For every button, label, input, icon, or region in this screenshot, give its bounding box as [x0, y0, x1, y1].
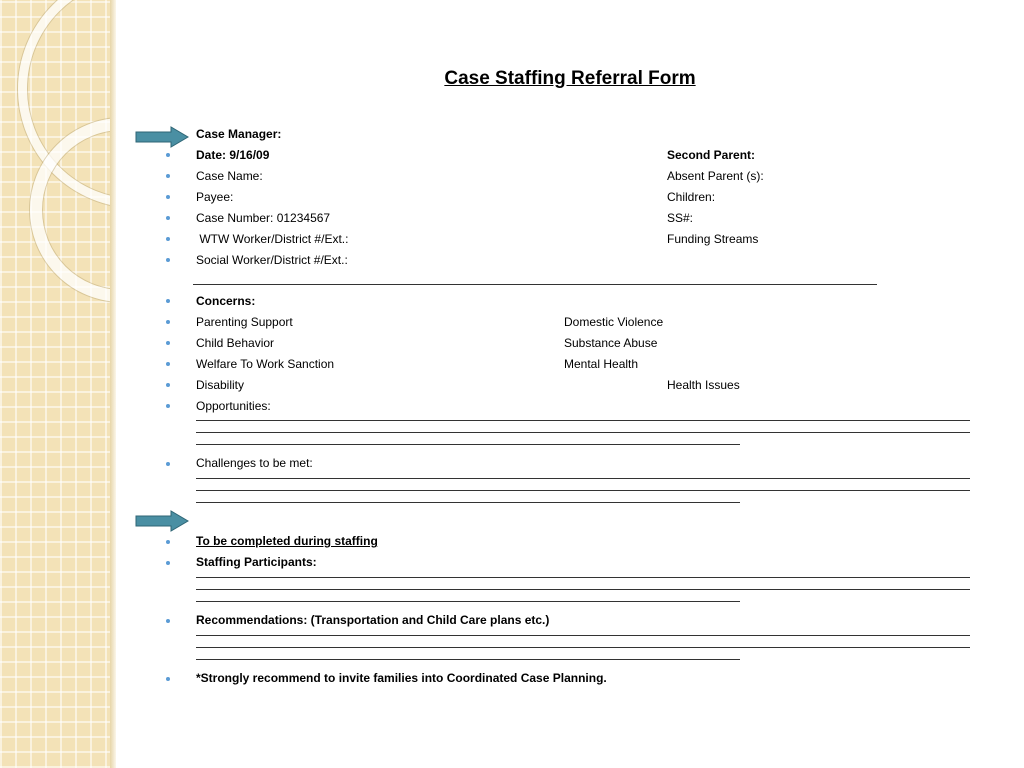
bullet-icon	[166, 174, 170, 178]
write-in-line[interactable]	[196, 432, 970, 433]
bullet-icon	[166, 540, 170, 544]
bullet-icon	[166, 362, 170, 366]
decorative-side-panel	[0, 0, 113, 768]
write-in-line[interactable]	[196, 502, 740, 503]
funding-streams-label: Funding Streams	[667, 232, 759, 246]
second-parent-label: Second Parent:	[667, 148, 756, 162]
bullet-icon	[166, 404, 170, 408]
bullet-icon	[166, 195, 170, 199]
bullet-icon	[166, 320, 170, 324]
date-label: Date: 9/16/09	[196, 148, 270, 162]
opportunities-label: Opportunities:	[196, 399, 271, 413]
form-title: Case Staffing Referral Form	[444, 68, 696, 89]
bullet-icon	[166, 619, 170, 623]
staffing-participants-label: Staffing Participants:	[196, 555, 317, 569]
social-worker-label: Social Worker/District #/Ext.:	[196, 253, 348, 267]
write-in-line[interactable]	[196, 647, 970, 648]
write-in-line[interactable]	[196, 659, 740, 660]
write-in-line[interactable]	[196, 420, 970, 421]
concern-item: Substance Abuse	[564, 336, 658, 350]
bullet-icon	[166, 299, 170, 303]
concern-item: Mental Health	[564, 357, 639, 371]
bullet-icon	[166, 462, 170, 466]
bullet-icon	[166, 153, 170, 157]
bullet-icon	[166, 341, 170, 345]
case-number-label: Case Number: 01234567	[196, 211, 331, 225]
bullet-icon	[166, 258, 170, 262]
children-label: Children:	[667, 190, 716, 204]
bullet-icon	[166, 216, 170, 220]
case-name-label: Case Name:	[196, 169, 263, 183]
challenges-label: Challenges to be met:	[196, 456, 313, 470]
recommendations-label: Recommendations: (Transportation and Child Care plans etc.)	[196, 613, 550, 627]
concern-item: Disability	[196, 378, 245, 392]
concern-item: Child Behavior	[196, 336, 275, 350]
divider-line	[193, 284, 877, 285]
wtw-worker-label: WTW Worker/District #/Ext.:	[196, 232, 349, 246]
bullet-icon	[166, 237, 170, 241]
side-panel-edge	[110, 0, 116, 768]
concerns-heading: Concerns:	[196, 294, 256, 308]
staffing-section-heading: To be completed during staffing	[196, 534, 378, 548]
write-in-line[interactable]	[196, 490, 970, 491]
case-manager-label: Case Manager:	[196, 127, 282, 141]
write-in-line[interactable]	[196, 444, 740, 445]
concern-item: Domestic Violence	[564, 315, 664, 329]
arrow-right-icon	[135, 510, 189, 532]
coordinated-planning-note: *Strongly recommend to invite families into Coordinated Case Planning.	[196, 671, 607, 685]
bullet-icon	[166, 383, 170, 387]
absent-parent-label: Absent Parent (s):	[667, 169, 764, 183]
concern-item: Health Issues	[667, 378, 740, 392]
bullet-icon	[166, 677, 170, 681]
write-in-line[interactable]	[196, 577, 970, 578]
write-in-line[interactable]	[196, 601, 740, 602]
write-in-line[interactable]	[196, 635, 970, 636]
concern-item: Parenting Support	[196, 315, 293, 329]
write-in-line[interactable]	[196, 478, 970, 479]
arrow-right-icon	[135, 126, 189, 148]
bullet-icon	[166, 561, 170, 565]
concern-item: Welfare To Work Sanction	[196, 357, 335, 371]
payee-label: Payee:	[196, 190, 234, 204]
write-in-line[interactable]	[196, 589, 970, 590]
ssn-label: SS#:	[667, 211, 694, 225]
